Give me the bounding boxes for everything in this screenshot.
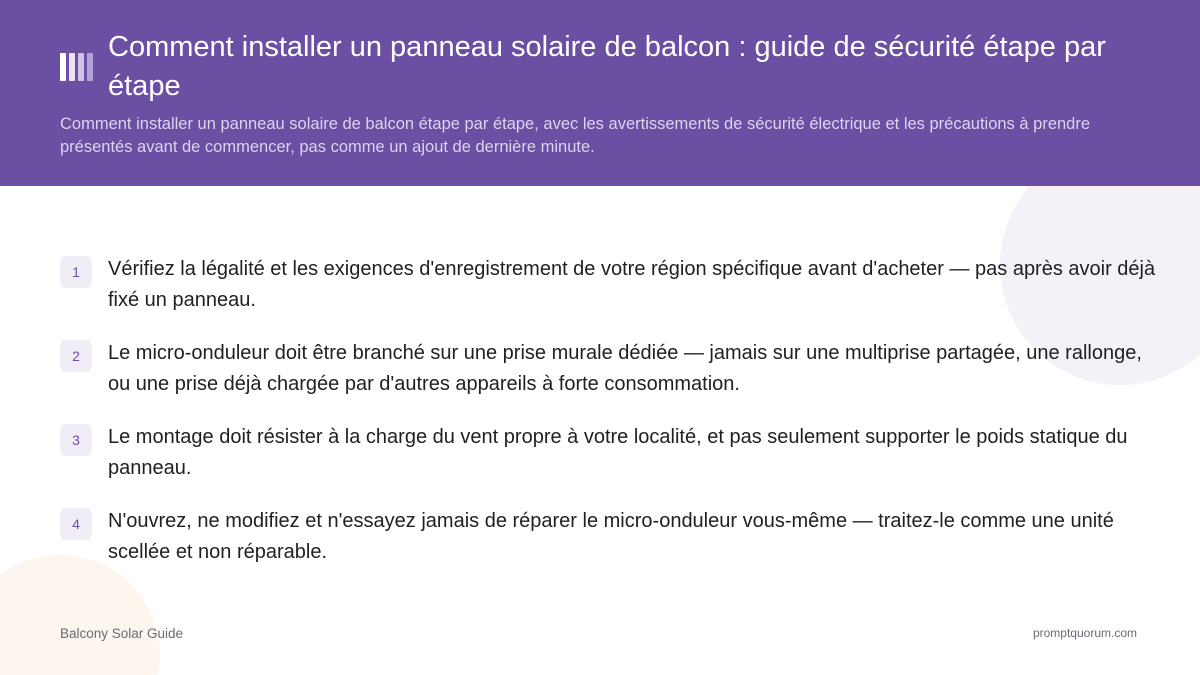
step-text: Le micro-onduleur doit être branché sur une prise murale dédiée — jamais sur une multiprise partagée, une rallonge, ou une prise déjà chargée par d'autres appareils à forte consommation.	[108, 342, 1142, 395]
steps-list	[60, 254, 1170, 590]
step-number-badge: 3	[60, 424, 92, 456]
step-item	[60, 422, 1170, 484]
page-subtitle: Comment installer un panneau solaire de balcon étape par étape, avec les avertissements de sécurité électrique et les précautions à prendre présentés avant de commencer, pas comme un ajout de dernière minute.	[60, 115, 1091, 156]
footer-website: promptquorum.com	[1032, 626, 1137, 640]
step-number-badge: 2	[60, 340, 92, 372]
step-item	[60, 506, 1170, 568]
footer-brand: Balcony Solar Guide	[60, 626, 184, 641]
step-text: Vérifiez la légalité et les exigences d'enregistrement de votre région spécifique avant d'acheter — pas après avoir déjà fixé un panneau.	[108, 258, 1156, 311]
step-number-badge: 4	[60, 508, 92, 540]
step-text: Le montage doit résister à la charge du vent propre à votre localité, et pas seulement supporter le poids statique du panneau.	[108, 426, 1128, 479]
page-title: Comment installer un panneau solaire de balcon : guide de sécurité étape par étape	[108, 31, 1106, 102]
step-item	[60, 254, 1170, 316]
step-item	[60, 338, 1170, 400]
header-banner	[0, 0, 1200, 186]
step-number-badge: 1	[60, 256, 92, 288]
bars-logo-icon	[60, 53, 94, 81]
step-text: N'ouvrez, ne modifiez et n'essayez jamais de réparer le micro-onduleur vous-même — traitez-le comme une unité scellée et non réparable.	[108, 510, 1114, 563]
